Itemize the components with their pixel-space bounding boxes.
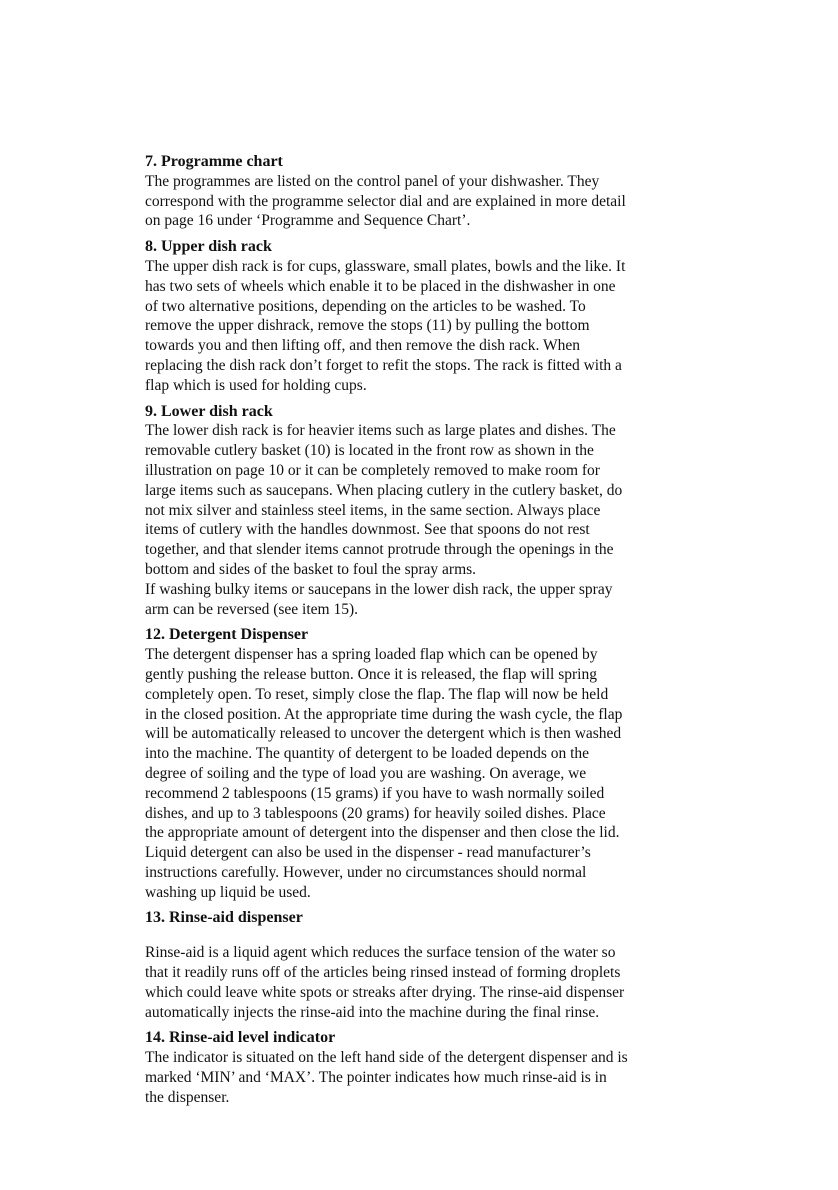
section-heading: 7. Programme chart [145, 153, 283, 170]
text-line: The lower dish rack is for heavier items such as large plates and dishes. The [145, 422, 616, 440]
text-line: together, and that slender items cannot protrude through the openings in the [145, 541, 614, 559]
text-line: the appropriate amount of detergent into the dispenser and then close the lid. [145, 824, 620, 842]
section-heading: 9. Lower dish rack [145, 402, 273, 420]
text-line: washing up liquid be used. [145, 883, 311, 901]
text-line: The indicator is situated on the left hand side of the detergent dispenser and is [145, 1049, 628, 1067]
document-page [145, 152, 705, 1114]
section-rinse-aid-level-indicator [145, 1028, 705, 1107]
text-line: flap which is used for holding cups. [145, 376, 367, 394]
text-line: on page 16 under ‘Programme and Sequence Chart’. [145, 212, 471, 230]
text-line: will be automatically released to uncover the detergent which is then washed [145, 725, 622, 743]
text-line: bottom and sides of the basket to foul the spray arms. [145, 560, 477, 578]
section-heading: 14. Rinse-aid level indicator [145, 1029, 336, 1047]
section-lower-dish-rack [145, 402, 705, 620]
text-line: has two sets of wheels which enable it to be placed in the dishwasher in one [145, 277, 616, 295]
section-heading: 12. Detergent Dispenser [145, 626, 309, 644]
text-line: Rinse-aid is a liquid agent which reduces the surface tension of the water so [145, 944, 616, 962]
text-line: which could leave white spots or streaks after drying. The rinse-aid dispenser [145, 983, 625, 1001]
text-line: correspond with the programme selector dial and are explained in more detail [145, 192, 626, 210]
text-line: completely open. To reset, simply close the flap. The flap will now be held [145, 685, 609, 703]
text-line: instructions carefully. However, under no circumstances should normal [145, 863, 587, 881]
text-line: If washing bulky items or saucepans in the lower dish rack, the upper spray [145, 580, 613, 598]
section-rinse-aid-dispenser [145, 908, 705, 1022]
text-line: illustration on page 10 or it can be completely removed to make room for [145, 461, 600, 479]
text-line: large items such as saucepans. When placing cutlery in the cutlery basket, do [145, 481, 623, 499]
text-line: degree of soiling and the type of load you are washing. On average, we [145, 764, 587, 782]
text-line: The upper dish rack is for cups, glassware, small plates, bowls and the like. It [145, 257, 626, 275]
section-programme-chart [145, 152, 705, 231]
text-line: gently pushing the release button. Once it is released, the flap will spring [145, 665, 597, 683]
text-line: that it readily runs off of the articles being rinsed instead of forming droplets [145, 964, 621, 982]
text-line: in the closed position. At the appropriate time during the wash cycle, the flap [145, 705, 623, 723]
section-heading: 8. Upper dish rack [145, 238, 272, 256]
text-line: towards you and then lifting off, and then remove the dish rack. When [145, 337, 581, 355]
text-line: The programmes are listed on the control panel of your dishwasher. They [145, 172, 600, 190]
text-line: recommend 2 tablespoons (15 grams) if you have to wash normally soiled [145, 784, 605, 802]
text-line: the dispenser. [145, 1088, 230, 1106]
text-line: replacing the dish rack don’t forget to refit the stops. The rack is fitted with a [145, 356, 622, 374]
text-line: remove the upper dishrack, remove the stops (11) by pulling the bottom [145, 317, 590, 335]
text-line: of two alternative positions, depending on the articles to be washed. To [145, 297, 586, 315]
section-upper-dish-rack [145, 237, 705, 395]
section-detergent-dispenser [145, 625, 705, 902]
text-line: arm can be reversed (see item 15). [145, 600, 359, 618]
text-line: items of cutlery with the handles downmost. See that spoons do not rest [145, 521, 590, 539]
section-gap [145, 928, 705, 943]
text-line: into the machine. The quantity of detergent to be loaded depends on the [145, 745, 590, 763]
text-line: dishes, and up to 3 tablespoons (20 grams) for heavily soiled dishes. Place [145, 804, 606, 822]
text-line: Liquid detergent can also be used in the dispenser - read manufacturer’s [145, 844, 591, 862]
text-line: The detergent dispenser has a spring loaded flap which can be opened by [145, 646, 598, 664]
section-heading: 13. Rinse-aid dispenser [145, 909, 303, 927]
text-line: not mix silver and stainless steel items, in the same section. Always place [145, 501, 601, 519]
text-line: removable cutlery basket (10) is located in the front row as shown in the [145, 442, 594, 460]
text-line: automatically injects the rinse-aid into the machine during the final rinse. [145, 1003, 600, 1021]
text-line: marked ‘MIN’ and ‘MAX’. The pointer indicates how much rinse-aid is in [145, 1069, 607, 1087]
